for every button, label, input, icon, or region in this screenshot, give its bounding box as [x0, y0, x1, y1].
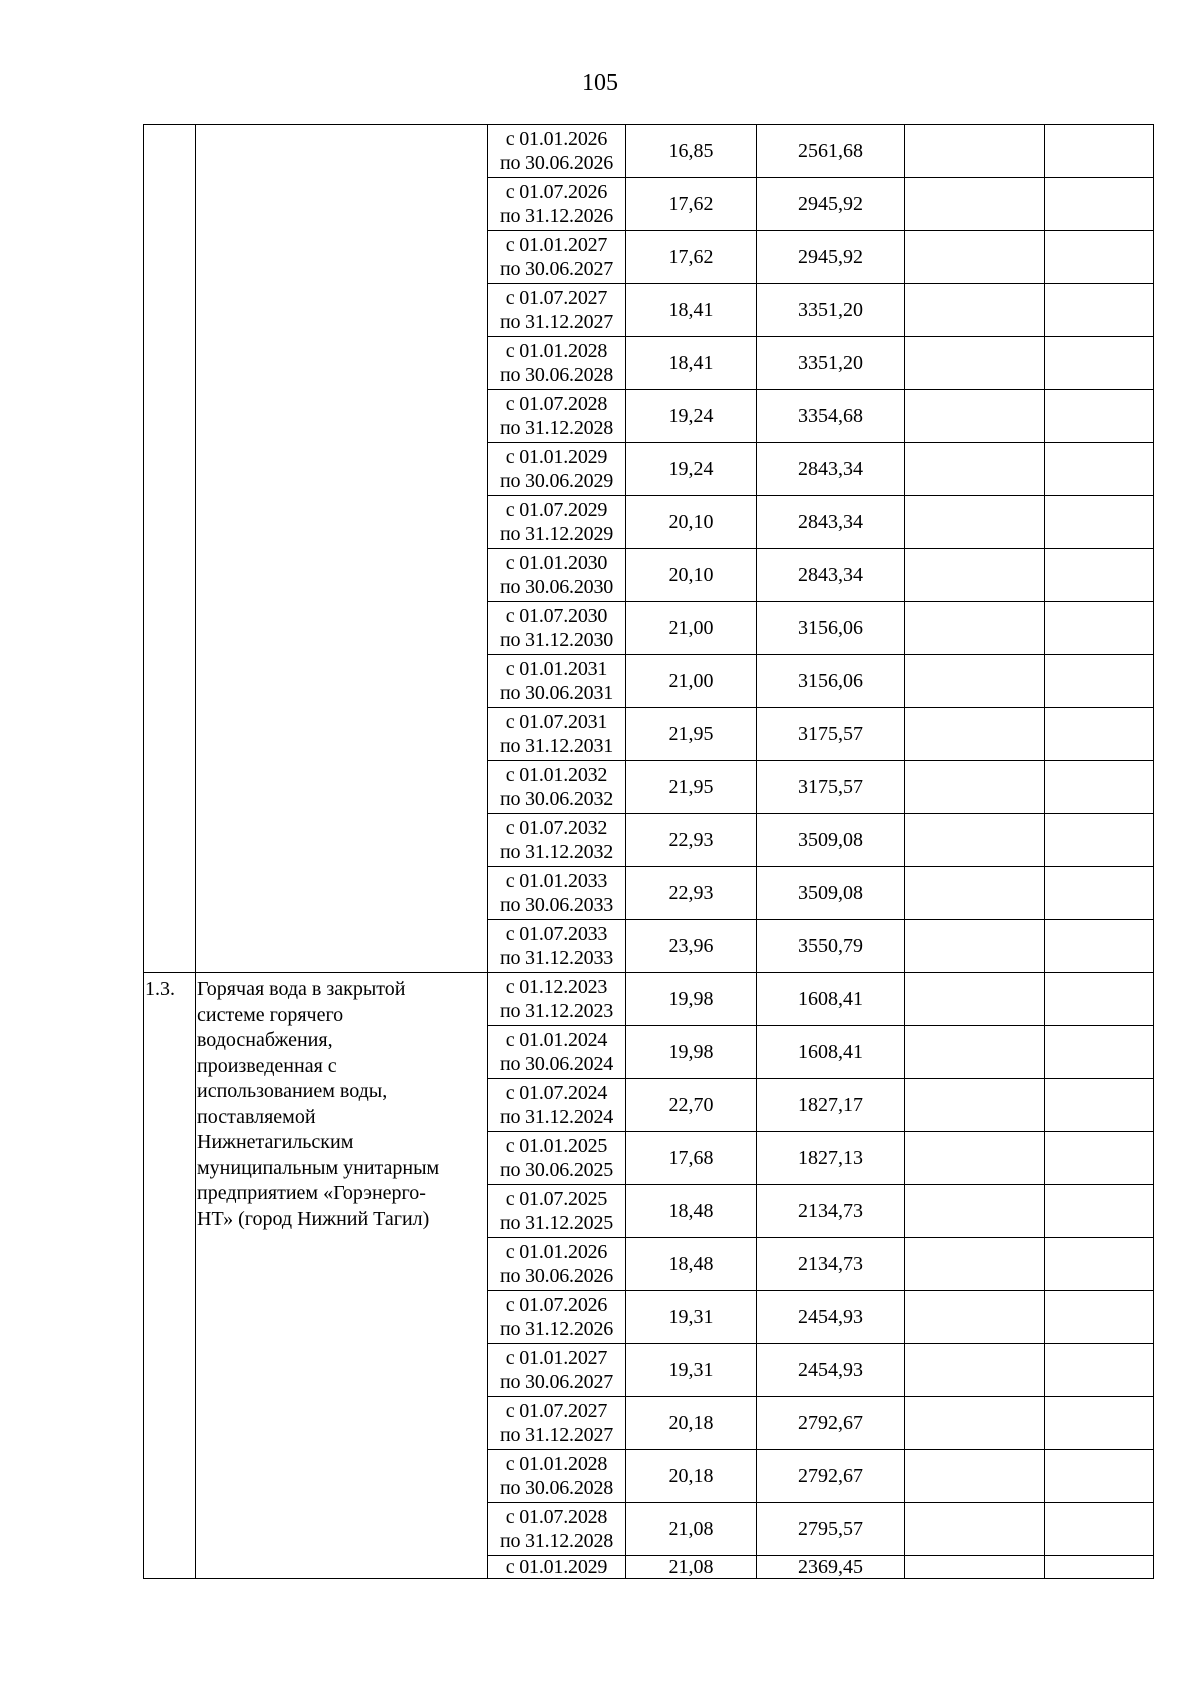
value2-cell: 2561,68	[757, 125, 905, 178]
value2-cell: 3175,57	[757, 708, 905, 761]
empty-cell	[1045, 1503, 1154, 1556]
empty-cell	[905, 602, 1045, 655]
table-row	[144, 125, 1154, 178]
period-cell	[488, 125, 626, 178]
period-line: по 30.06.2033	[499, 894, 614, 916]
empty-cell	[1045, 1132, 1154, 1185]
empty-cell	[1045, 231, 1154, 284]
empty-cell	[905, 655, 1045, 708]
period-cell	[488, 1344, 626, 1397]
value1-cell: 21,00	[626, 655, 757, 708]
period-line: с 01.01.2029	[505, 446, 608, 468]
period-cell	[488, 1556, 626, 1579]
value2-cell: 2134,73	[757, 1185, 905, 1238]
period-line: с 01.01.2032	[505, 764, 608, 786]
empty-cell	[1045, 1026, 1154, 1079]
empty-cell	[905, 708, 1045, 761]
period-line: с 01.01.2026	[505, 1241, 608, 1263]
period-line: по 30.06.2032	[499, 788, 614, 810]
section-name-line: муниципальным унитарным	[197, 1156, 440, 1179]
period-line: по 30.06.2030	[499, 576, 614, 598]
table-row	[144, 973, 1154, 1026]
period-line: с 01.07.2026	[505, 181, 608, 203]
period-line: с 01.07.2029	[505, 499, 608, 521]
value1-cell: 17,68	[626, 1132, 757, 1185]
value2-cell: 2454,93	[757, 1344, 905, 1397]
value2-cell: 2792,67	[757, 1450, 905, 1503]
period-line: с 01.07.2024	[505, 1082, 608, 1104]
value1-cell: 19,31	[626, 1344, 757, 1397]
period-line: по 31.12.2029	[499, 523, 614, 545]
section-name-line: водоснабжения,	[197, 1029, 333, 1051]
period-line: с 01.01.2026	[505, 128, 608, 150]
empty-cell	[1045, 1291, 1154, 1344]
value2-cell: 2134,73	[757, 1238, 905, 1291]
section-name-line: произведенная с	[197, 1054, 337, 1077]
period-line: с 01.07.2031	[505, 711, 608, 733]
value2-cell: 2795,57	[757, 1503, 905, 1556]
empty-cell	[1045, 655, 1154, 708]
empty-cell	[905, 125, 1045, 178]
value1-cell: 19,24	[626, 390, 757, 443]
value1-cell: 18,41	[626, 337, 757, 390]
period-cell	[488, 1238, 626, 1291]
value1-cell: 22,93	[626, 814, 757, 867]
value1-cell: 17,62	[626, 231, 757, 284]
empty-cell	[1045, 920, 1154, 973]
value2-cell: 3509,08	[757, 867, 905, 920]
empty-cell	[1045, 1397, 1154, 1450]
page-number: 105	[582, 70, 618, 96]
empty-cell	[905, 1079, 1045, 1132]
value1-cell: 19,31	[626, 1291, 757, 1344]
empty-cell	[905, 549, 1045, 602]
period-line: по 31.12.2023	[499, 1000, 614, 1022]
period-cell	[488, 973, 626, 1026]
period-line: по 31.12.2030	[499, 629, 614, 651]
empty-cell	[1045, 125, 1154, 178]
section-name-line: поставляемой	[197, 1105, 316, 1128]
period-cell	[488, 1291, 626, 1344]
value2-cell: 3509,08	[757, 814, 905, 867]
empty-cell	[1045, 1450, 1154, 1503]
empty-cell	[905, 390, 1045, 443]
value2-cell: 3354,68	[757, 390, 905, 443]
period-line: по 31.12.2028	[499, 1530, 614, 1552]
value1-cell: 21,95	[626, 761, 757, 814]
value1-cell: 22,93	[626, 867, 757, 920]
value1-cell: 21,08	[626, 1556, 757, 1579]
empty-cell	[905, 814, 1045, 867]
period-line: по 30.06.2028	[499, 364, 614, 386]
period-line: по 30.06.2031	[499, 682, 614, 704]
period-cell	[488, 1026, 626, 1079]
period-line: с 01.01.2029	[505, 1556, 608, 1578]
period-cell	[488, 1450, 626, 1503]
period-line: с 01.07.2028	[505, 393, 608, 415]
empty-cell	[1045, 1556, 1154, 1579]
period-line: с 01.07.2033	[505, 923, 608, 945]
period-line: с 01.07.2026	[505, 1294, 608, 1316]
period-cell	[488, 708, 626, 761]
period-line: с 01.01.2030	[505, 552, 608, 574]
period-line: по 31.12.2025	[499, 1212, 614, 1234]
period-cell	[488, 655, 626, 708]
period-line: с 01.01.2027	[505, 1347, 608, 1369]
period-cell	[488, 1503, 626, 1556]
period-line: по 30.06.2025	[499, 1159, 614, 1181]
value2-cell: 2843,34	[757, 443, 905, 496]
empty-cell	[905, 1397, 1045, 1450]
period-line: с 01.01.2028	[505, 340, 608, 362]
value1-cell: 18,41	[626, 284, 757, 337]
period-line: с 01.01.2028	[505, 1453, 608, 1475]
value2-cell: 2945,92	[757, 178, 905, 231]
period-cell	[488, 814, 626, 867]
period-line: с 01.01.2031	[505, 658, 608, 680]
value1-cell: 19,98	[626, 973, 757, 1026]
empty-cell	[905, 920, 1045, 973]
period-line: по 31.12.2027	[499, 311, 614, 333]
value1-cell: 18,48	[626, 1185, 757, 1238]
value2-cell: 1608,41	[757, 973, 905, 1026]
period-cell	[488, 390, 626, 443]
empty-cell	[905, 443, 1045, 496]
section-name	[196, 973, 488, 1579]
period-line: по 31.12.2028	[499, 417, 614, 439]
empty-cell	[905, 1291, 1045, 1344]
value1-cell: 20,10	[626, 496, 757, 549]
period-cell	[488, 496, 626, 549]
period-line: по 31.12.2031	[499, 735, 614, 757]
period-cell	[488, 337, 626, 390]
empty-cell	[905, 1556, 1045, 1579]
period-line: с 01.07.2025	[505, 1188, 608, 1210]
value1-cell: 22,70	[626, 1079, 757, 1132]
value2-cell: 1608,41	[757, 1026, 905, 1079]
value1-cell: 18,48	[626, 1238, 757, 1291]
period-line: по 31.12.2024	[499, 1106, 614, 1128]
empty-cell	[905, 867, 1045, 920]
empty-cell	[1045, 761, 1154, 814]
period-cell	[488, 1132, 626, 1185]
empty-cell	[905, 284, 1045, 337]
period-cell	[488, 178, 626, 231]
period-cell	[488, 920, 626, 973]
value2-cell: 3156,06	[757, 602, 905, 655]
period-line: по 30.06.2024	[499, 1053, 614, 1075]
value2-cell: 2369,45	[757, 1556, 905, 1579]
value2-cell: 2792,67	[757, 1397, 905, 1450]
empty-cell	[905, 1185, 1045, 1238]
period-cell	[488, 1185, 626, 1238]
value1-cell: 20,18	[626, 1397, 757, 1450]
period-line: с 01.12.2023	[505, 976, 608, 998]
name-cell	[196, 125, 488, 973]
section-name-line: НТ» (город Нижний Тагил)	[197, 1207, 430, 1230]
period-line: с 01.01.2025	[505, 1135, 608, 1157]
section-name-line: системе горячего	[197, 1003, 344, 1026]
period-line: по 31.12.2033	[499, 947, 614, 969]
period-line: с 01.01.2024	[505, 1029, 608, 1051]
period-line: с 01.07.2030	[505, 605, 608, 627]
tariff-table	[143, 124, 1154, 1579]
value1-cell: 19,24	[626, 443, 757, 496]
empty-cell	[1045, 1079, 1154, 1132]
value2-cell: 3175,57	[757, 761, 905, 814]
period-cell	[488, 867, 626, 920]
value1-cell: 20,10	[626, 549, 757, 602]
empty-cell	[905, 496, 1045, 549]
period-line: по 30.06.2027	[499, 258, 614, 280]
empty-cell	[1045, 973, 1154, 1026]
period-line: по 30.06.2027	[499, 1371, 614, 1393]
empty-cell	[1045, 1344, 1154, 1397]
value2-cell: 2454,93	[757, 1291, 905, 1344]
period-line: с 01.01.2027	[505, 234, 608, 256]
period-line: по 31.12.2027	[499, 1424, 614, 1446]
value1-cell: 16,85	[626, 125, 757, 178]
value2-cell: 3351,20	[757, 284, 905, 337]
period-cell	[488, 549, 626, 602]
empty-cell	[1045, 867, 1154, 920]
empty-cell	[905, 1132, 1045, 1185]
period-cell	[488, 1397, 626, 1450]
empty-cell	[1045, 443, 1154, 496]
value2-cell: 3550,79	[757, 920, 905, 973]
section-number: 1.3.	[144, 973, 196, 1579]
period-cell	[488, 231, 626, 284]
period-line: по 30.06.2029	[499, 470, 614, 492]
value2-cell: 3156,06	[757, 655, 905, 708]
period-cell	[488, 602, 626, 655]
empty-cell	[1045, 708, 1154, 761]
section-name-line: Нижнетагильским	[197, 1131, 354, 1153]
period-cell	[488, 284, 626, 337]
empty-cell	[905, 761, 1045, 814]
period-cell	[488, 761, 626, 814]
empty-cell	[1045, 1185, 1154, 1238]
period-line: с 01.07.2027	[505, 287, 608, 309]
value1-cell: 20,18	[626, 1450, 757, 1503]
period-line: с 01.01.2033	[505, 870, 608, 892]
value1-cell: 21,08	[626, 1503, 757, 1556]
period-line: по 30.06.2026	[499, 152, 614, 174]
empty-cell	[1045, 549, 1154, 602]
empty-cell	[905, 178, 1045, 231]
value2-cell: 3351,20	[757, 337, 905, 390]
value1-cell: 17,62	[626, 178, 757, 231]
period-line: по 31.12.2026	[499, 1318, 614, 1340]
value2-cell: 2945,92	[757, 231, 905, 284]
value1-cell: 23,96	[626, 920, 757, 973]
empty-cell	[905, 1344, 1045, 1397]
period-cell	[488, 1079, 626, 1132]
value2-cell: 2843,34	[757, 549, 905, 602]
value2-cell: 1827,17	[757, 1079, 905, 1132]
empty-cell	[905, 1450, 1045, 1503]
empty-cell	[1045, 390, 1154, 443]
section-name-line: использованием воды,	[197, 1080, 388, 1102]
empty-cell	[905, 973, 1045, 1026]
value2-cell: 2843,34	[757, 496, 905, 549]
row-number-cell	[144, 125, 196, 973]
empty-cell	[1045, 814, 1154, 867]
period-line: по 31.12.2032	[499, 841, 614, 863]
period-line: по 30.06.2026	[499, 1265, 614, 1287]
empty-cell	[905, 1503, 1045, 1556]
period-line: по 31.12.2026	[499, 205, 614, 227]
empty-cell	[1045, 496, 1154, 549]
section-name-line: предприятием «Горэнерго-	[197, 1182, 426, 1204]
value1-cell: 21,00	[626, 602, 757, 655]
period-line: с 01.07.2027	[505, 1400, 608, 1422]
value2-cell: 1827,13	[757, 1132, 905, 1185]
empty-cell	[1045, 337, 1154, 390]
empty-cell	[1045, 602, 1154, 655]
empty-cell	[1045, 284, 1154, 337]
empty-cell	[905, 1026, 1045, 1079]
period-line: по 30.06.2028	[499, 1477, 614, 1499]
empty-cell	[905, 337, 1045, 390]
empty-cell	[1045, 1238, 1154, 1291]
period-cell	[488, 443, 626, 496]
period-line: с 01.07.2032	[505, 817, 608, 839]
period-line: с 01.07.2028	[505, 1506, 608, 1528]
value1-cell: 21,95	[626, 708, 757, 761]
empty-cell	[905, 231, 1045, 284]
value1-cell: 19,98	[626, 1026, 757, 1079]
section-name-line: Горячая вода в закрытой	[197, 978, 406, 1000]
empty-cell	[1045, 178, 1154, 231]
empty-cell	[905, 1238, 1045, 1291]
